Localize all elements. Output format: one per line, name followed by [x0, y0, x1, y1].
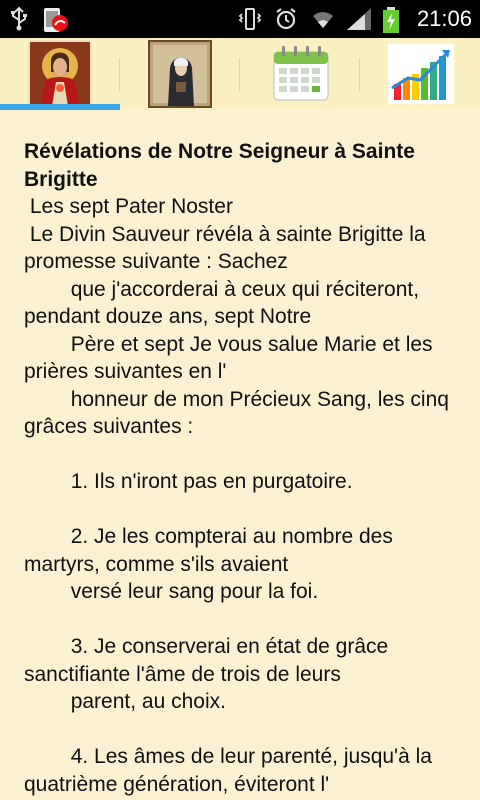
signal-icon	[345, 6, 371, 32]
tab-calendar[interactable]	[240, 38, 360, 110]
sacred-heart-image	[28, 40, 92, 108]
notification-icon	[42, 6, 68, 32]
promise-item-1: 1. Ils n'iront pas en purgatoire.	[24, 470, 353, 493]
tab-bar	[0, 38, 480, 110]
promise-item-4: 4. Les âmes de leur parenté, jusqu'à la quatrième génération, éviteront l'	[24, 745, 438, 796]
battery-charging-icon	[381, 6, 407, 32]
promise-item-2: 2. Je les compterai au nombre des martyrs, comme s'ils avaient	[24, 525, 399, 576]
alarm-icon	[273, 6, 299, 32]
article-line: que j'accorderai à ceux qui réciteront, pendant douze ans, sept Notre	[24, 277, 425, 328]
article-line: Les sept Pater Noster	[24, 195, 233, 218]
article-line: Le Divin Sauveur révéla à sainte Brigitte la promesse suivante : Sachez	[24, 222, 432, 273]
tab-sacred-heart[interactable]	[0, 38, 120, 110]
status-bar-right	[237, 4, 472, 34]
article-content	[0, 110, 480, 800]
promise-item-3-cont: parent, au choix.	[24, 690, 226, 713]
vibrate-icon	[237, 6, 263, 32]
article-title: Révélations de Notre Seigneur à Sainte Brigitte	[24, 140, 415, 191]
calendar-image	[268, 40, 332, 108]
saint-brigitte-image	[148, 40, 212, 108]
promise-item-3: 3. Je conserverai en état de grâce sanctifiante l'âme de trois de leurs	[24, 635, 395, 686]
usb-icon	[6, 6, 32, 32]
status-bar	[0, 0, 480, 38]
promise-item-2-cont: versé leur sang pour la foi.	[24, 580, 319, 603]
chart-image	[384, 40, 456, 108]
article-line: honneur de mon Précieux Sang, les cinq grâces suivantes :	[24, 387, 455, 438]
tab-chart[interactable]	[360, 38, 480, 110]
tab-saint-brigitte[interactable]	[120, 38, 240, 110]
status-bar-left	[6, 4, 68, 34]
article-line: Père et sept Je vous salue Marie et les prières suivantes en l'	[24, 332, 439, 383]
clock: 21:06	[416, 6, 472, 31]
wifi-icon	[309, 6, 335, 32]
